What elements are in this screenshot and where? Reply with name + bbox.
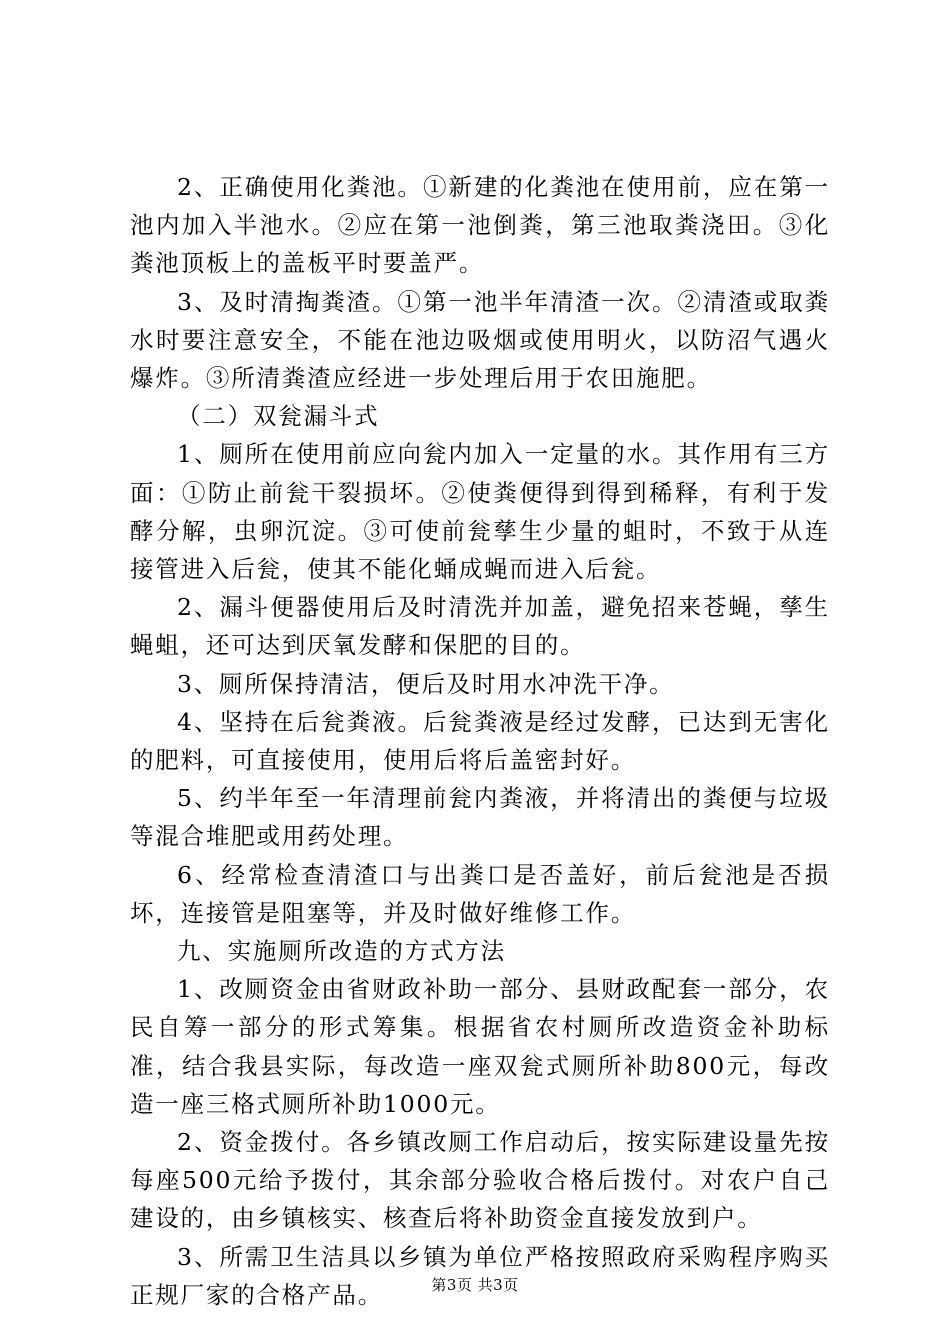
paragraph-funding-disbursement: 2、资金拨付。各乡镇改厕工作启动后，按实际建设量先按每座500元给予拨付，其余部分验收合格后拨付。对农户自己建设的，由乡镇核实、核查后将补助资金直接发放到户。 [130, 1128, 830, 1233]
section-heading-implementation: 九、实施厕所改造的方式方法 [177, 937, 506, 966]
page-number-footer: 第3页 共3页 [431, 1276, 519, 1294]
paragraph-procurement: 3、所需卫生洁具以乡镇为单位严格按照政府采购程序购买正规厂家的合格产品。 [130, 1242, 830, 1309]
paragraph-toilet-clean: 3、厕所保持清洁，便后及时用水冲洗干净。 [177, 669, 675, 698]
paragraph-septic-cleaning: 3、及时清掏粪渣。①第一池半年清渣一次。②清渣或取粪水时要注意安全，不能在池边吸烟或使用明火，以防沼气遇火爆炸。③所清粪渣应经进一步处理后用于农田施肥。 [130, 287, 830, 393]
paragraph-inspection: 6、经常检查清渣口与出粪口是否盖好，前后瓮池是否损坏，连接管是阻塞等，并及时做好维修工作。 [130, 860, 830, 927]
paragraph-septic-usage: 2、正确使用化粪池。①新建的化粪池在使用前，应在第一池内加入半池水。②应在第一池倒粪，第三池取粪浇田。③化粪池顶板上的盖板平时要盖严。 [130, 173, 830, 278]
paragraph-urn-water: 1、厕所在使用前应向瓮内加入一定量的水。其作用有三方面：①防止前瓮干裂损坏。②使粪便得到得到稀释，有利于发酵分解，虫卵沉淀。③可使前瓮孳生少量的蛆时，不致于从连接管进入后瓮，使其不能化蛹成蝇而进入后瓮。 [130, 440, 830, 584]
paragraph-funnel-cleaning: 2、漏斗便器使用后及时清洗并加盖，避免招来苍蝇，孳生蝇蛆，还可达到厌氧发酵和保肥的目的。 [130, 593, 830, 660]
document-body [130, 168, 830, 1314]
paragraph-funding-source: 1、改厕资金由省财政补助一部分、县财政配套一部分，农民自筹一部分的形式筹集。根据省农村厕所改造资金补助标准，结合我县实际，每改造一座双瓮式厕所补助800元，每改造一座三格式厕所补助1000元。 [130, 975, 830, 1118]
paragraph-rear-urn: 4、坚持在后瓮粪液。后瓮粪液是经过发酵，已达到无害化的肥料，可直接使用，使用后将后盖密封好。 [130, 707, 830, 775]
paragraph-front-urn: 5、约半年至一年清理前瓮内粪液，并将清出的粪便与垃圾等混合堆肥或用药处理。 [130, 784, 830, 851]
section-heading-double-urn: （二）双瓮漏斗式 [177, 402, 380, 431]
